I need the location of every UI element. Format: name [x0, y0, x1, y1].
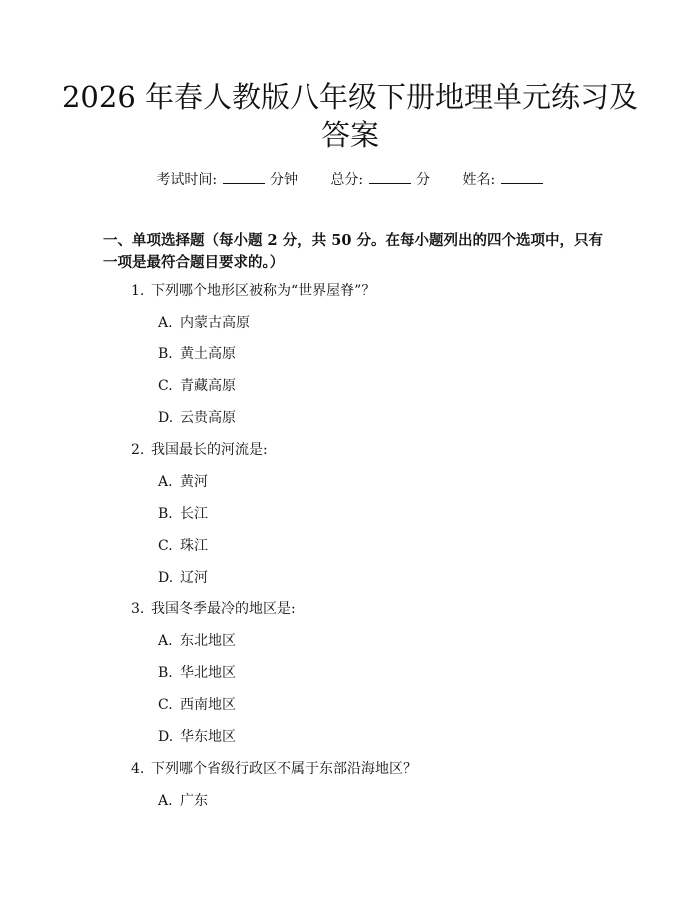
option-text: 长江	[180, 506, 208, 522]
total-score-unit: 分	[416, 172, 431, 188]
option-letter: A.	[158, 315, 173, 331]
option-text: 华北地区	[180, 665, 236, 681]
exam-time-field	[156, 170, 298, 189]
option-3b	[158, 664, 236, 682]
option-text: 云贵高原	[180, 410, 236, 426]
option-letter: A.	[158, 474, 173, 490]
option-letter: B.	[158, 506, 173, 522]
name-field	[462, 170, 543, 189]
option-4a	[158, 792, 208, 810]
option-letter: D.	[158, 729, 174, 745]
name-blank	[501, 170, 543, 184]
option-letter: C.	[158, 378, 173, 394]
question-text: 我国最长的河流是:	[151, 442, 268, 458]
question-number: 4.	[131, 761, 145, 777]
option-text: 内蒙古高原	[180, 315, 250, 331]
option-letter: D.	[158, 570, 174, 586]
name-label: 姓名:	[462, 172, 496, 188]
total-score-blank	[369, 170, 411, 184]
question-text: 我国冬季最冷的地区是:	[151, 601, 296, 617]
option-3c	[158, 696, 236, 714]
question-number: 3.	[131, 601, 145, 617]
title-line-1: 2026 年春人教版八年级下册地理单元练习及	[61, 80, 639, 114]
option-letter: C.	[158, 538, 173, 554]
question-text: 下列哪个省级行政区不属于东部沿海地区？	[151, 761, 417, 777]
exam-time-label: 考试时间:	[156, 172, 218, 188]
option-3a	[158, 632, 236, 650]
title-line-2: 答案	[320, 118, 379, 152]
option-text: 辽河	[180, 570, 208, 586]
option-letter: A.	[158, 793, 173, 809]
option-text: 珠江	[180, 538, 208, 554]
question-text: 下列哪个地形区被称为“世界屋脊”？	[151, 283, 376, 299]
option-1c	[158, 377, 236, 395]
option-letter: B.	[158, 665, 173, 681]
total-score-field	[330, 170, 430, 189]
option-text: 青藏高原	[180, 378, 236, 394]
option-2b	[158, 505, 208, 523]
option-text: 广东	[180, 793, 208, 809]
option-1b	[158, 345, 236, 363]
option-letter: D.	[158, 410, 174, 426]
option-1a	[158, 314, 250, 332]
option-letter: A.	[158, 633, 173, 649]
question-number: 2.	[131, 442, 145, 458]
question-number: 1.	[131, 283, 145, 299]
document-title	[60, 78, 640, 154]
section-heading: 一、单项选择题（每小题 2 分，共 50 分。在每小题列出的四个选项中，只有一项是最符合题目要求的。）	[103, 232, 603, 271]
option-2a	[158, 473, 208, 491]
question-3	[131, 600, 296, 618]
option-2c	[158, 537, 208, 555]
option-3d	[158, 728, 236, 746]
option-text: 西南地区	[180, 697, 236, 713]
question-1	[131, 282, 375, 300]
option-letter: B.	[158, 346, 173, 362]
total-score-label: 总分:	[330, 172, 364, 188]
option-letter: C.	[158, 697, 173, 713]
question-4	[131, 760, 417, 778]
exam-time-blank	[223, 170, 265, 184]
question-2	[131, 441, 268, 459]
exam-info	[0, 170, 700, 189]
option-text: 黄河	[180, 474, 208, 490]
option-2d	[158, 569, 208, 587]
option-text: 东北地区	[180, 633, 236, 649]
exam-time-unit: 分钟	[269, 172, 298, 188]
option-text: 华东地区	[180, 729, 236, 745]
option-1d	[158, 409, 236, 427]
option-text: 黄土高原	[180, 346, 236, 362]
